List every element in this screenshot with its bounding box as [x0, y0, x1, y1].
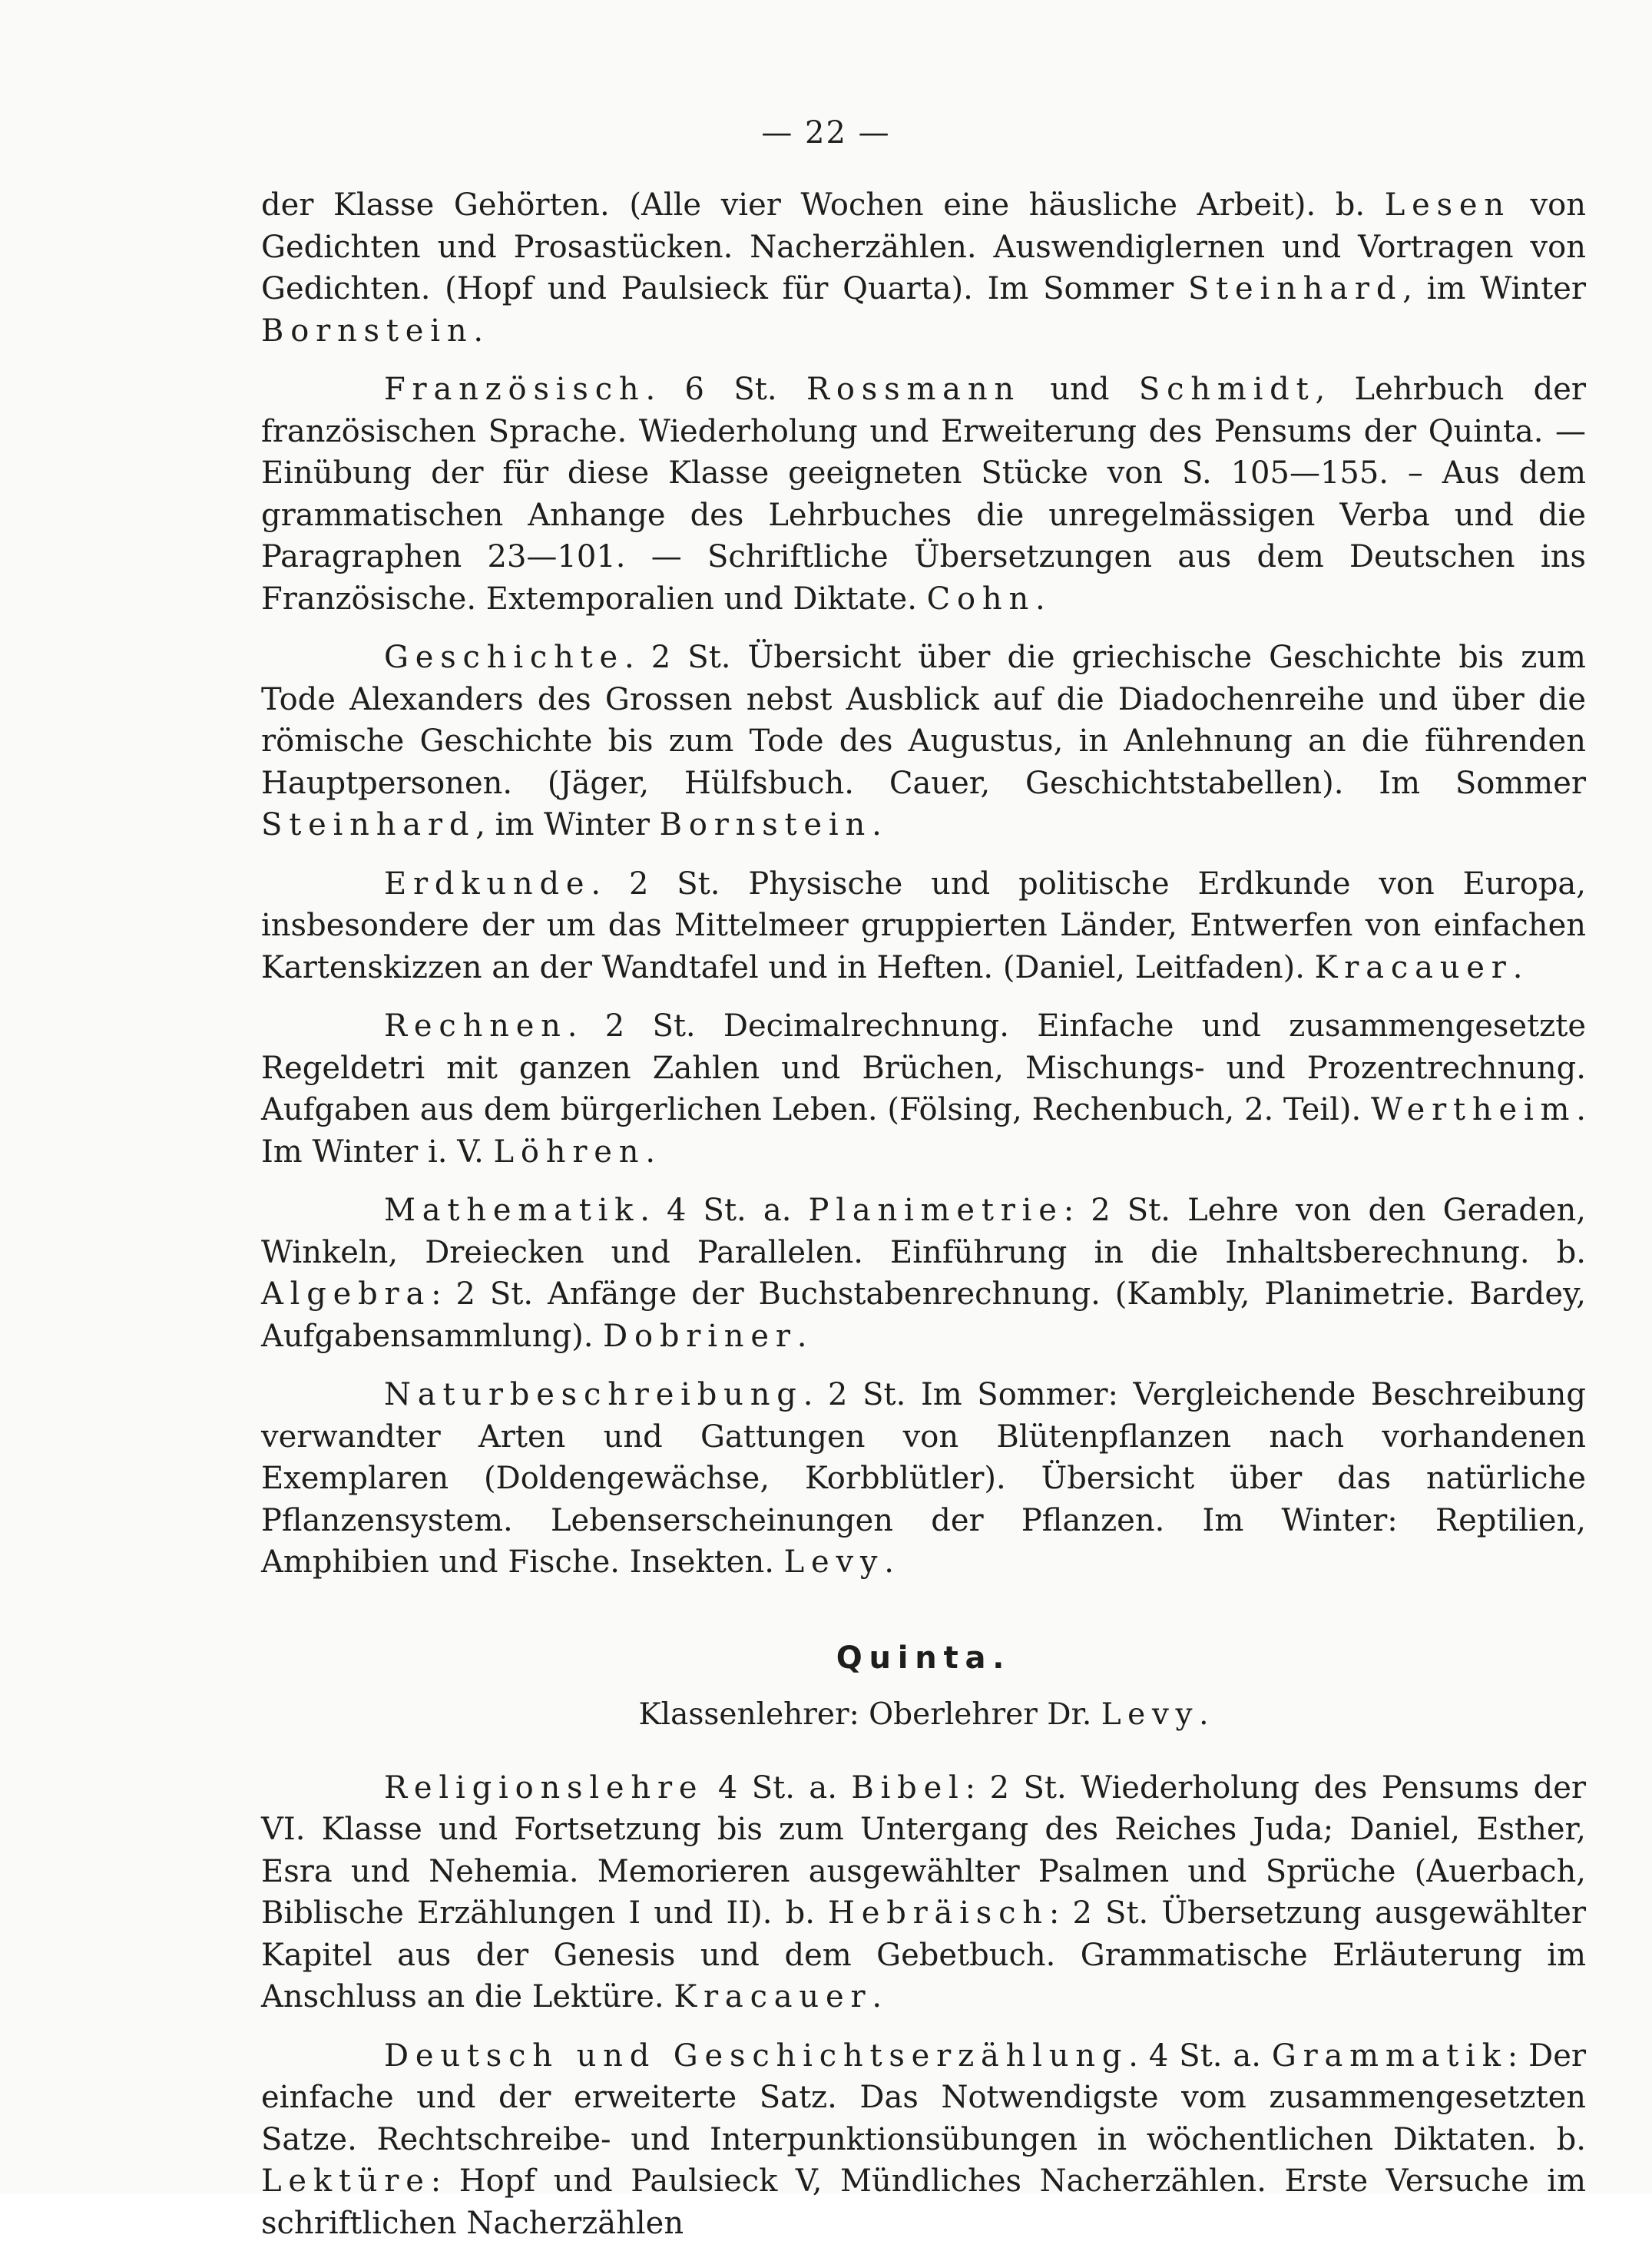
spaced-term: Dobriner: [603, 1318, 797, 1354]
spaced-term: Kracauer: [1314, 949, 1513, 985]
spaced-term: Wertheim: [1371, 1092, 1577, 1127]
spaced-term: Löhren: [493, 1134, 646, 1170]
text-run: 4 St. a.: [704, 1769, 852, 1806]
class-teacher-end: .: [1199, 1697, 1209, 1732]
paragraph: [261, 863, 1586, 989]
text-run: .: [1035, 581, 1045, 617]
class-teacher-line: [261, 1694, 1586, 1736]
text-run: : 2 St. Anfänge der Buchstabenrechnung. (Kambly, Planimetrie. Bardey, Aufgabensammlung).: [261, 1276, 1586, 1354]
text-run: . 4 St. a.: [1128, 2038, 1272, 2074]
paragraph: [261, 637, 1586, 846]
text-run: .: [473, 313, 484, 349]
text-run: .: [872, 807, 882, 842]
text-run: : 2 St. Wiederholung des Pensums der VI. Klasse und Fortsetzung bis zum Untergang des Reiches Juda; Daniel, Esther, Esra und Nehemia. Memorieren ausgewählter Psalmen und Sprüche (Auerbach, Biblische Erzählungen I und II). b.: [261, 1769, 1586, 1931]
section-heading: Quinta.: [836, 1640, 1011, 1676]
paragraph: [261, 184, 1586, 352]
text-run: .: [645, 1134, 656, 1170]
text-run: . Im Winter i. V.: [261, 1092, 1586, 1170]
paragraph: [261, 1767, 1586, 2018]
spaced-term: Levy: [783, 1544, 885, 1580]
spaced-term: Steinhard: [261, 807, 476, 842]
spaced-term: Cohn: [926, 581, 1036, 617]
text-run: . 2 St. Decimalrechnung. Einfache und zusammengesetzte Regeldetri mit ganzen Zahlen und Brüchen, Mischungs- und Prozentrechnung. Aufgaben aus dem bürgerlichen Leben. (Fölsing, Rechenbuch, 2. Teil).: [261, 1008, 1586, 1127]
page-body: [261, 184, 1586, 2261]
text-run: . 2 St. Physische und politische Erdkunde von Europa, insbesondere der um das Mittelmeer gruppierten Länder, Entwerfen von einfachen Kartenskizzen an der Wandtafel und in Heften. (Daniel, Leitfaden).: [261, 866, 1586, 985]
spaced-term: Bornstein: [261, 313, 474, 349]
text-run: : 2 St. Übersetzung ausgewählter Kapitel aus der Genesis und dem Gebetbuch. Grammatische Erläuterung im Anschluss an die Lektüre.: [261, 1895, 1587, 2014]
text-run: . 4 St. a.: [640, 1193, 809, 1228]
spaced-term: Algebra: [261, 1276, 432, 1312]
spaced-term: Religionslehre: [384, 1769, 704, 1806]
text-run: : Der einfache und der erweiterte Satz. Das Notwendigste vom zusammengesetzten Satze. Rechtschreibe- und Interpunktionsübungen in wöchentlichen Diktaten. b.: [261, 2038, 1586, 2157]
spaced-term: Planimetrie: [808, 1193, 1064, 1228]
paragraphs-after-section: [261, 1767, 1586, 2245]
spaced-term: Lesen: [1384, 187, 1511, 223]
class-teacher-name: Levy: [1101, 1697, 1200, 1732]
text-run: .: [872, 1979, 882, 2014]
text-run: .: [1512, 949, 1523, 985]
spaced-term: Hebräisch: [828, 1895, 1049, 1931]
paragraph: [261, 1005, 1586, 1173]
text-run: .: [796, 1318, 807, 1354]
text-run: , im Winter: [475, 807, 660, 842]
spaced-term: Rossmann: [806, 372, 1021, 407]
text-run: von Gedichten und Prosastücken. Nacherzählen. Auswendiglernen und Vortragen von Gedichten. (Hopf und Paulsieck für Quarta). Im Sommer: [261, 187, 1587, 306]
paragraphs-before-section: [261, 184, 1586, 1584]
text-run: .: [884, 1544, 895, 1580]
paragraph: [261, 1190, 1586, 1357]
text-run: und: [1020, 372, 1139, 407]
text-run: , Lehrbuch der französischen Sprache. Wiederholung und Erweiterung des Pensums der Quinta. — Einübung der für diese Klasse geeigneten Stücke von S. 105—155. – Aus dem grammatischen Anhange des Lehrbuches die unregelmässigen Verba und die Paragraphen 23—101. — Schriftliche Übersetzungen aus dem Deutschen ins Französische. Extemporalien und Diktate.: [261, 372, 1586, 617]
text-run: : 2 St. Lehre von den Geraden, Winkeln, Dreiecken und Parallelen. Einführung in die Inhaltsberechnung. b.: [261, 1193, 1586, 1270]
text-run: . 2 St. Im Sommer: Vergleichende Beschreibung verwandter Arten und Gattungen von Blütenpflanzen nach vorhandenen Exemplaren (Doldengewächse, Korbblütler). Übersicht über das natürliche Pflanzensystem. Lebenserscheinungen der Pflanzen. Im Winter: Reptilien, Amphibien und Fische. Insekten.: [261, 1377, 1586, 1580]
spaced-term: Geschichte: [384, 640, 625, 675]
class-teacher-label: Klassenlehrer: Oberlehrer Dr.: [638, 1697, 1101, 1732]
spaced-term: Bornstein: [659, 807, 872, 842]
spaced-term: Rechnen: [384, 1008, 568, 1044]
spaced-term: Lektüre: [261, 2163, 431, 2199]
spaced-term: Mathematik: [384, 1193, 641, 1228]
spaced-term: Steinhard: [1187, 271, 1403, 306]
paragraph: [261, 369, 1586, 620]
text-run: . 2 St. Übersicht über die griechische Geschichte bis zum Tode Alexanders des Grossen nebst Ausblick auf die Diadochenreihe und über die römische Geschichte bis zum Tode des Augustus, in Anlehnung an die führenden Hauptpersonen. (Jäger, Hülfsbuch. Cauer, Geschichtstabellen). Im Sommer: [261, 640, 1586, 801]
spaced-term: Französisch: [384, 372, 646, 407]
spaced-term: Bibel: [851, 1769, 965, 1806]
paragraph: [261, 2035, 1586, 2245]
text-run: : Hopf und Paulsieck V, Mündliches Nacherzählen. Erste Versuche im schriftlichen Nacherzählen: [261, 2163, 1586, 2241]
page-number: — 22 —: [761, 115, 891, 151]
spaced-term: Naturbeschreibung: [384, 1377, 803, 1412]
spaced-term: Grammatik: [1271, 2038, 1508, 2074]
text-run: , im Winter: [1402, 271, 1586, 306]
spaced-term: Kracauer: [674, 1979, 872, 2014]
paragraph: [261, 1374, 1586, 1584]
text-run: . 6 St.: [645, 372, 806, 407]
spaced-term: Schmidt: [1138, 372, 1316, 407]
text-run: der Klasse Gehörten. (Alle vier Wochen eine häusliche Arbeit). b.: [261, 187, 1385, 223]
spaced-term: Deutsch und Geschichtserzählung: [384, 2038, 1129, 2074]
spaced-term: Erdkunde: [384, 866, 591, 902]
